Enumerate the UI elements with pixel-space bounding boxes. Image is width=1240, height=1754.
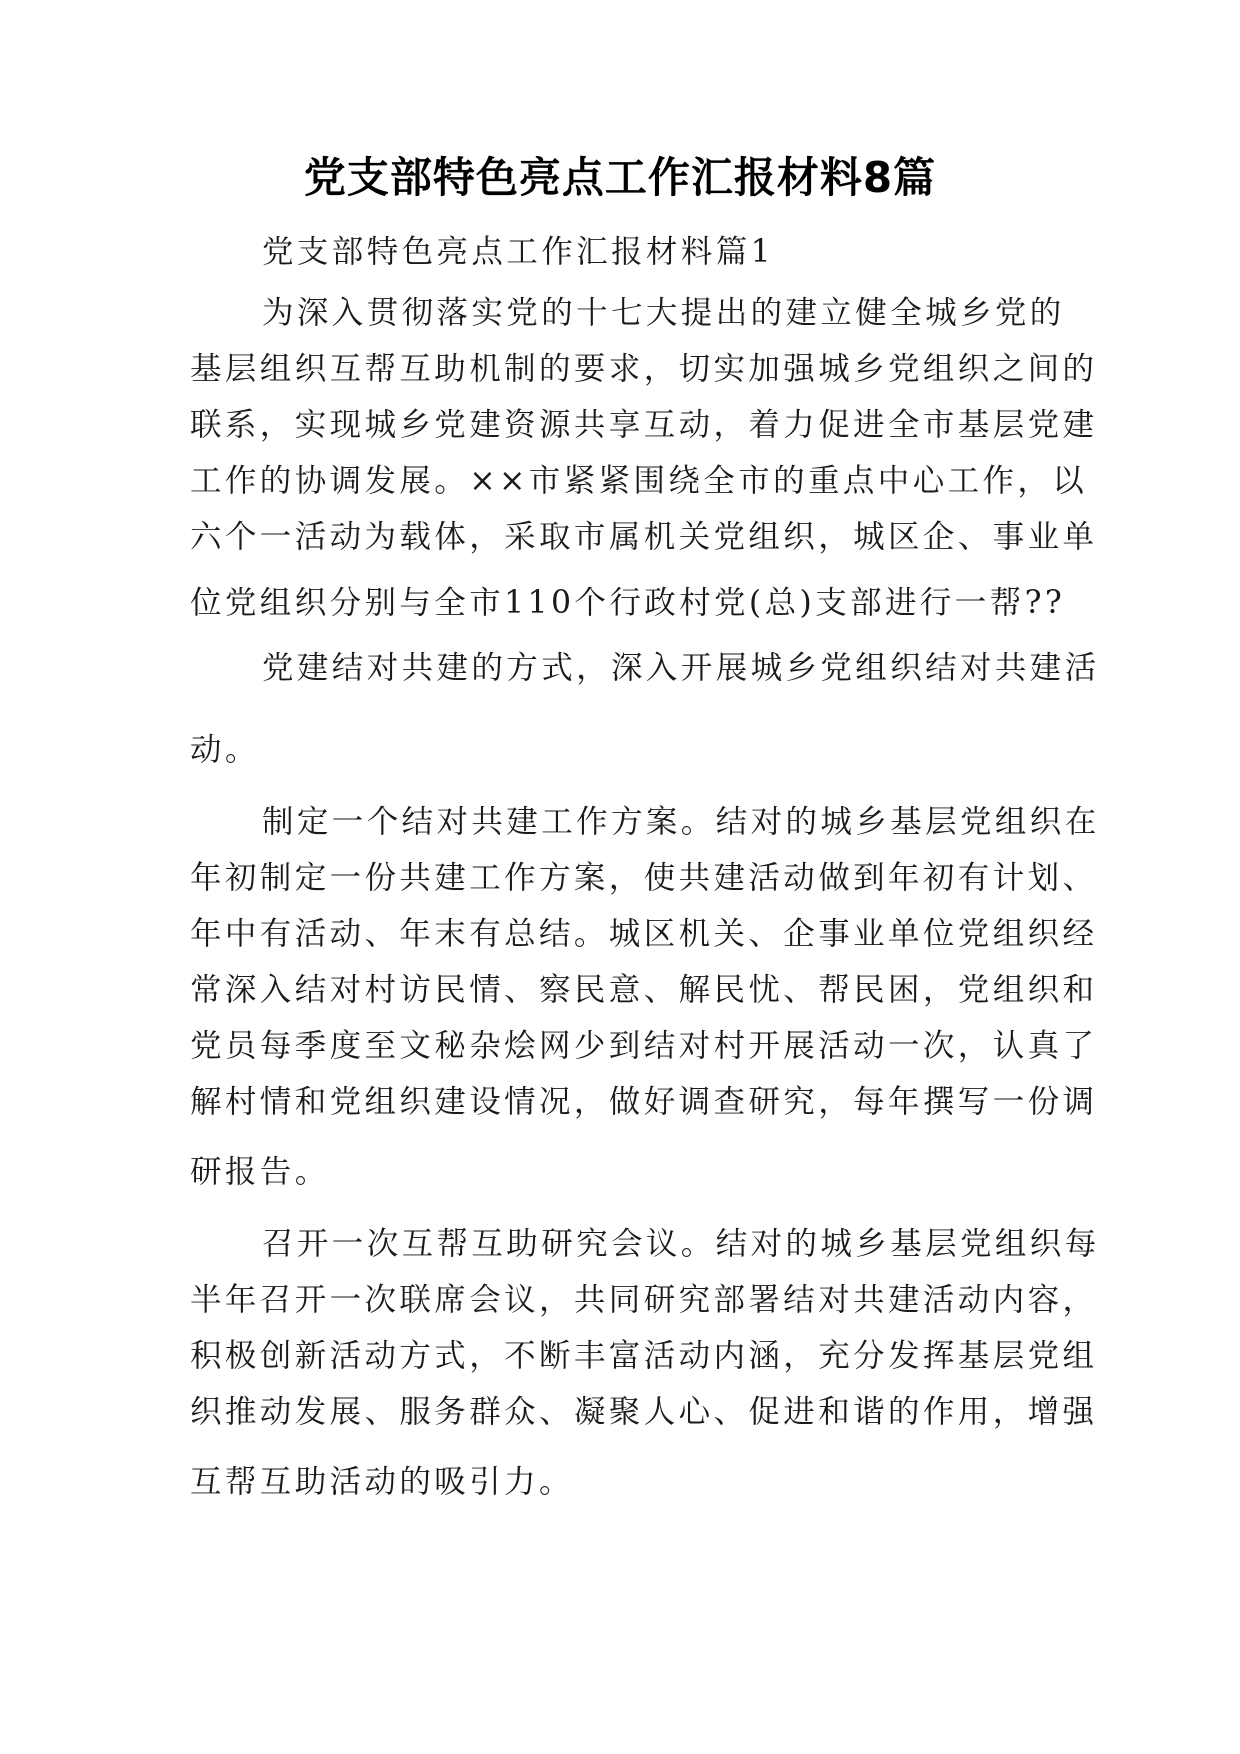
text-line: 积极创新活动方式，不断丰富活动内涵，充分发挥基层党组 bbox=[190, 1338, 1098, 1374]
text-line: 研报告。 bbox=[190, 1154, 330, 1190]
text-line: 为深入贯彻落实党的十七大提出的建立健全城乡党的 bbox=[262, 295, 1065, 331]
document-title: 党支部特色亮点工作汇报材料8篇 bbox=[303, 153, 937, 202]
text-line: 年初制定一份共建工作方案，使共建活动做到年初有计划、 bbox=[190, 860, 1098, 896]
text-line: 动。 bbox=[190, 732, 260, 768]
text-line: 半年召开一次联席会议，共同研究部署结对共建活动内容， bbox=[190, 1282, 1098, 1318]
text-line: 召开一次互帮互助研究会议。结对的城乡基层党组织每 bbox=[262, 1226, 1100, 1262]
text-line: 位党组织分别与全市110个行政村党(总)支部进行一帮?? bbox=[190, 585, 1066, 621]
text-line: 党员每季度至文秘杂烩网少到结对村开展活动一次，认真了 bbox=[190, 1028, 1098, 1064]
text-line: 制定一个结对共建工作方案。结对的城乡基层党组织在 bbox=[262, 804, 1100, 840]
section-heading: 党支部特色亮点工作汇报材料篇1 bbox=[262, 234, 775, 270]
text-line: 党建结对共建的方式，深入开展城乡党组织结对共建活 bbox=[262, 650, 1100, 686]
text-line: 解村情和党组织建设情况，做好调查研究，每年撰写一份调 bbox=[190, 1084, 1098, 1120]
text-line: 常深入结对村访民情、察民意、解民忧、帮民困，党组织和 bbox=[190, 972, 1098, 1008]
text-line: 互帮互助活动的吸引力。 bbox=[190, 1464, 574, 1500]
text-line: 联系，实现城乡党建资源共享互动，着力促进全市基层党建 bbox=[190, 407, 1098, 443]
text-line: 年中有活动、年末有总结。城区机关、企事业单位党组织经 bbox=[190, 916, 1098, 952]
text-line: 基层组织互帮互助机制的要求，切实加强城乡党组织之间的 bbox=[190, 351, 1098, 387]
text-line: 工作的协调发展。××市紧紧围绕全市的重点中心工作，以 bbox=[190, 463, 1088, 499]
text-line: 织推动发展、服务群众、凝聚人心、促进和谐的作用，增强 bbox=[190, 1394, 1098, 1430]
text-line: 六个一活动为载体，采取市属机关党组织，城区企、事业单 bbox=[190, 519, 1098, 555]
